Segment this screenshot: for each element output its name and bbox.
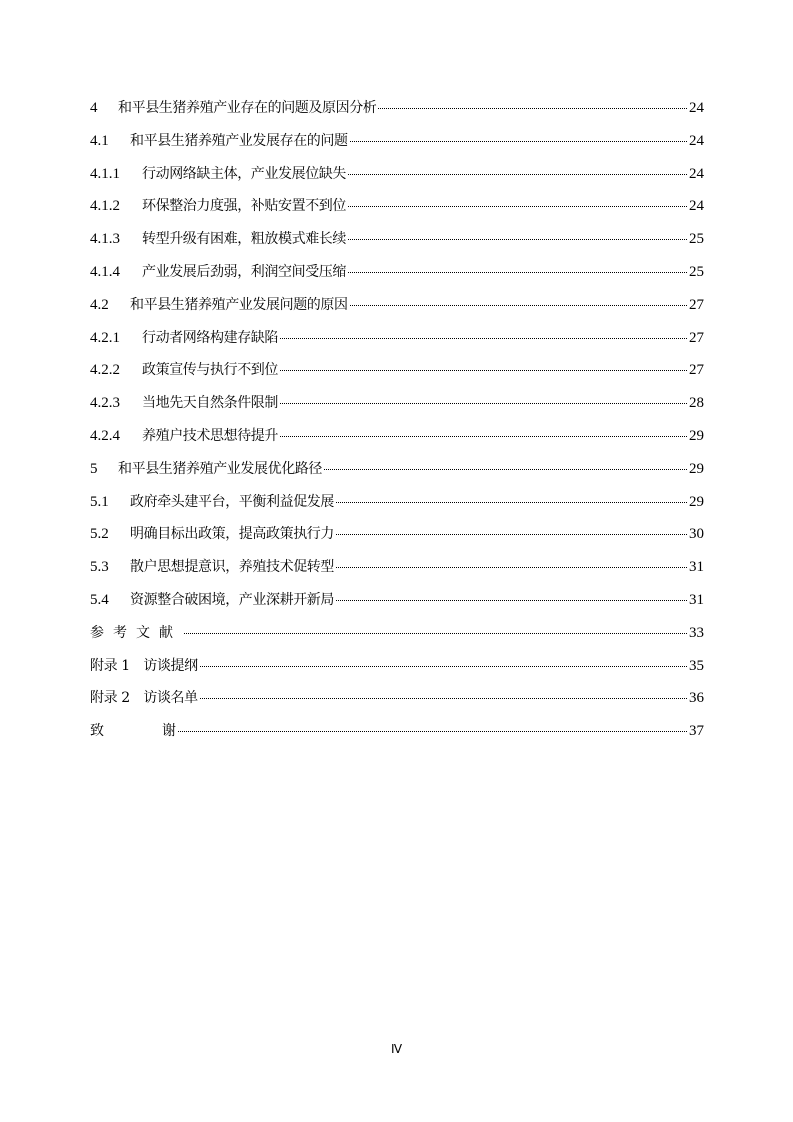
toc-entry-title: 致 谢 <box>90 723 176 740</box>
toc-entry-title: 附录 1 访谈提纲 <box>90 657 198 674</box>
toc-entry-4-2-4[interactable] <box>90 425 704 458</box>
toc-entry-page: 24 <box>689 132 704 149</box>
toc-entry-title: 和平县生猪养殖产业存在的问题及原因分析 <box>118 100 377 116</box>
toc-entry-page: 29 <box>689 493 704 510</box>
toc-entry-number: 4.1.2 <box>90 198 120 215</box>
toc-entry-title: 和平县生猪养殖产业发展存在的问题 <box>130 132 348 149</box>
toc-entry-title: 养殖户技术思想待提升 <box>142 427 278 444</box>
toc-entry-title: 和平县生猪养殖产业发展优化路径 <box>118 460 322 477</box>
toc-entry-title: 环保整治力度强，补贴安置不到位 <box>142 198 346 215</box>
toc-entry-title: 参考文献 <box>90 624 182 641</box>
table-of-contents <box>90 97 704 753</box>
dot-leader <box>348 174 687 175</box>
toc-entry-page: 36 <box>689 690 704 707</box>
toc-entry-number: 5.4 <box>90 591 109 608</box>
toc-entry-number: 4.1 <box>90 132 109 149</box>
toc-entry-title: 和平县生猪养殖产业发展问题的原因 <box>130 296 348 313</box>
toc-entry-page: 25 <box>689 231 704 248</box>
toc-entry-page: 27 <box>689 329 704 346</box>
toc-entry-4-2-1[interactable] <box>90 327 704 360</box>
dot-leader <box>280 403 687 404</box>
toc-entry-number: 4.2.3 <box>90 395 120 412</box>
toc-entry-4-1-4[interactable] <box>90 261 704 294</box>
toc-entry-title: 当地先天自然条件限制 <box>142 395 278 412</box>
dot-leader <box>348 206 687 207</box>
page-number: Ⅳ <box>390 1042 403 1056</box>
toc-entry-references[interactable] <box>90 622 704 655</box>
toc-entry-title: 行动网络缺主体，产业发展位缺失 <box>142 165 346 182</box>
dot-leader <box>378 108 687 109</box>
toc-entry-5[interactable] <box>90 458 704 491</box>
toc-entry-number: 4.2.2 <box>90 362 120 379</box>
toc-entry-4-1[interactable] <box>90 130 704 163</box>
toc-entry-number: 4.2.1 <box>90 329 120 346</box>
toc-entry-number: 4.2.4 <box>90 427 120 444</box>
toc-entry-title: 资源整合破困境，产业深耕开新局 <box>130 591 334 608</box>
toc-entry-4-2-3[interactable] <box>90 392 704 425</box>
toc-entry-5-2[interactable] <box>90 523 704 556</box>
toc-entry-page: 24 <box>689 165 704 182</box>
toc-entry-5-3[interactable] <box>90 556 704 589</box>
toc-entry-number: 4.2 <box>90 296 109 313</box>
toc-entry-page: 31 <box>689 559 704 576</box>
toc-entry-title: 产业发展后劲弱，利润空间受压缩 <box>142 263 346 280</box>
dot-leader <box>350 141 687 142</box>
dot-leader <box>348 272 687 273</box>
toc-entry-number: 4 <box>90 100 98 116</box>
toc-entry-4[interactable] <box>90 97 704 130</box>
toc-entry-number: 4.1.4 <box>90 263 120 280</box>
toc-entry-title: 政府牵头建平台，平衡利益促发展 <box>130 493 334 510</box>
toc-entry-title: 散户思想提意识，养殖技术促转型 <box>130 559 334 576</box>
dot-leader <box>336 534 687 535</box>
toc-entry-number: 5.2 <box>90 526 109 543</box>
toc-entry-4-1-3[interactable] <box>90 228 704 261</box>
dot-leader <box>324 469 687 470</box>
toc-entry-number: 4.1.1 <box>90 165 120 182</box>
dot-leader <box>348 239 687 240</box>
dot-leader <box>350 305 687 306</box>
dot-leader <box>336 502 687 503</box>
toc-entry-page: 24 <box>689 100 704 116</box>
toc-entry-number: 5 <box>90 460 98 477</box>
toc-entry-number: 5.1 <box>90 493 109 510</box>
toc-entry-acknowledgements[interactable] <box>90 720 704 753</box>
toc-entry-title: 附录 2 访谈名单 <box>90 690 198 707</box>
toc-entry-appendix-2[interactable] <box>90 687 704 720</box>
dot-leader <box>336 600 687 601</box>
dot-leader <box>280 436 687 437</box>
dot-leader <box>178 731 687 732</box>
toc-entry-4-1-2[interactable] <box>90 195 704 228</box>
toc-entry-number: 5.3 <box>90 559 109 576</box>
dot-leader <box>184 633 687 634</box>
dot-leader <box>336 567 687 568</box>
toc-entry-5-4[interactable] <box>90 589 704 622</box>
toc-entry-4-1-1[interactable] <box>90 163 704 196</box>
toc-entry-title: 行动者网络构建存缺陷 <box>142 329 278 346</box>
dot-leader <box>200 698 687 699</box>
toc-entry-page: 27 <box>689 362 704 379</box>
toc-entry-title: 政策宣传与执行不到位 <box>142 362 278 379</box>
toc-entry-page: 25 <box>689 263 704 280</box>
toc-entry-number: 4.1.3 <box>90 231 120 248</box>
toc-entry-page: 28 <box>689 395 704 412</box>
toc-entry-title: 转型升级有困难，粗放模式难长续 <box>142 231 346 248</box>
toc-entry-page: 31 <box>689 591 704 608</box>
toc-entry-4-2[interactable] <box>90 294 704 327</box>
toc-entry-page: 27 <box>689 296 704 313</box>
toc-entry-page: 37 <box>689 723 704 740</box>
toc-entry-page: 33 <box>689 624 704 641</box>
toc-entry-page: 30 <box>689 526 704 543</box>
dot-leader <box>280 370 687 371</box>
toc-entry-page: 29 <box>689 427 704 444</box>
toc-entry-4-2-2[interactable] <box>90 359 704 392</box>
toc-entry-page: 24 <box>689 198 704 215</box>
dot-leader <box>280 338 687 339</box>
toc-entry-page: 29 <box>689 460 704 477</box>
toc-entry-appendix-1[interactable] <box>90 655 704 688</box>
toc-entry-5-1[interactable] <box>90 491 704 524</box>
toc-entry-page: 35 <box>689 657 704 674</box>
toc-entry-title: 明确目标出政策，提高政策执行力 <box>130 526 334 543</box>
dot-leader <box>200 666 687 667</box>
